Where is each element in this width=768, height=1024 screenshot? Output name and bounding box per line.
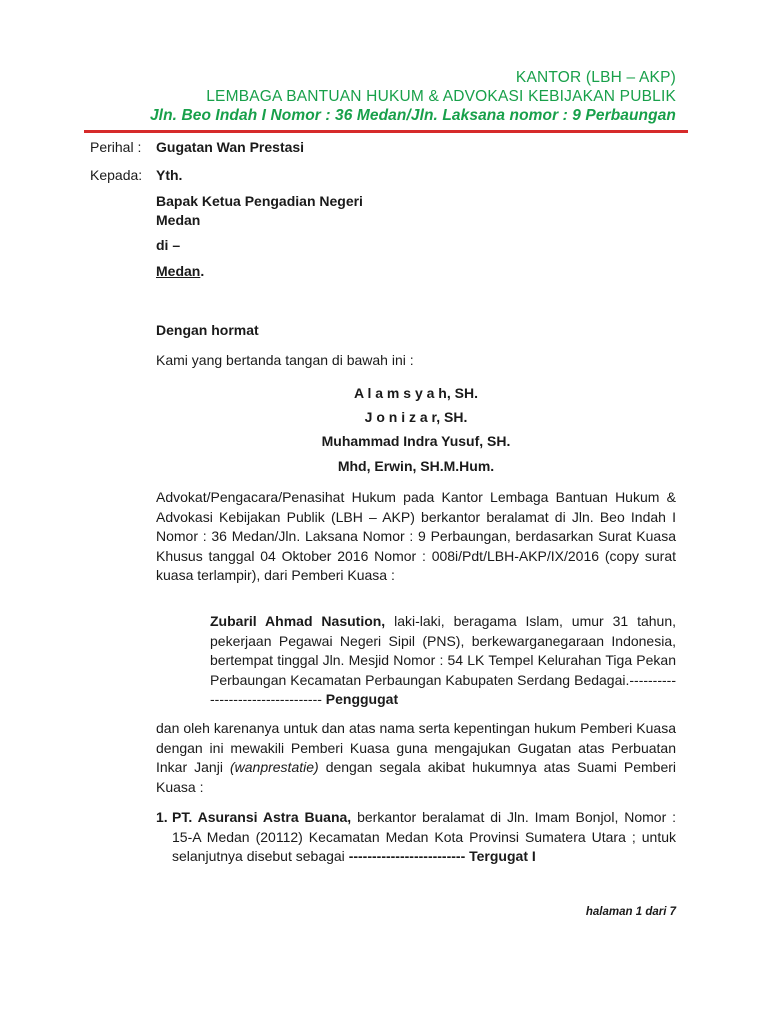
intro-text: Kami yang bertanda tangan di bawah ini : xyxy=(156,352,414,368)
recipient-line-1: Bapak Ketua Pengadian Negeri xyxy=(156,193,363,209)
perihal-label: Perihal : xyxy=(90,139,142,155)
greeting: Dengan hormat xyxy=(156,322,259,338)
advocate-name: Mhd, Erwin, SH.M.Hum. xyxy=(337,458,495,474)
letterhead-address: Jln. Beo Indah I Nomor : 36 Medan/Jln. Laksana nomor : 9 Perbaungan xyxy=(149,107,676,124)
client-name: Zubaril Ahmad Nasution, xyxy=(210,613,386,629)
letterhead xyxy=(150,68,676,125)
defendant-role: ------------------------- Tergugat I xyxy=(348,848,536,864)
defendant-body xyxy=(172,808,676,867)
claim-text-end: dengan segala akibat hukumnya atas Suami Pemberi Kuasa : xyxy=(156,759,676,795)
kepada-label: Kepada: xyxy=(90,167,143,183)
client-role: Penggugat xyxy=(321,691,399,707)
letterhead-office: KANTOR (LBH – AKP) xyxy=(515,69,676,86)
claim-text-italic: (wanprestatie) xyxy=(229,759,319,775)
perihal-value: Gugatan Wan Prestasi xyxy=(156,139,305,155)
client-details: laki-laki, beragama Islam, umur 31 tahun, pekerjaan Pegawai Negeri Sipil (PNS), berkewarganegaraan Indonesia, bertempat tinggal Jln. Mesjid Nomor : 54 LK Tempel Kelurahan Tiga Pekan Perbaungan Kecamatan Perbaungan Kabupaten Serdang Bedagai.---------------------------------- xyxy=(210,613,676,707)
advocate-name: J o n i z a r, SH. xyxy=(364,409,468,425)
recipient-line-2: Medan xyxy=(156,212,201,228)
defendant-details: berkantor beralamat di Jln. Imam Bonjol, Nomor : 15-A Medan (20112) Kecamatan Medan Kota Provinsi Sumatera Utara ; untuk selanjutnya disebut sebagai xyxy=(172,809,676,864)
recipient-city-line xyxy=(156,262,204,281)
letterhead-divider xyxy=(84,130,688,133)
claim-text-start: dan oleh karenanya untuk dan atas nama serta kepentingan hukum Pemberi Kuasa dengan ini mewakili Pemberi Kuasa guna mengajukan Gugatan atas Perbuatan Inkar Janji xyxy=(156,720,676,775)
kepada-row xyxy=(90,167,182,183)
defendant-name: PT. Asuransi Astra Buana, xyxy=(172,809,352,825)
perihal-row xyxy=(90,139,304,155)
letterhead-institution: LEMBAGA BANTUAN HUKUM & ADVOKASI KEBIJAKAN PUBLIK xyxy=(206,88,676,105)
client-paragraph xyxy=(210,612,676,710)
defendant-list-item xyxy=(156,808,676,867)
defendant-number: 1. xyxy=(156,809,168,825)
representation-paragraph: Advokat/Pengacara/Penasihat Hukum pada Kantor Lembaga Bantuan Hukum & Advokasi Kebijakan Publik (LBH – AKP) berkantor beralamat di Jln. Beo Indah I Nomor : 36 Medan/Jln. Laksana Nomor : 9 Perbaungan, berdasarkan Surat Kuasa Khusus tanggal 04 Oktober 2016 Nomor : 008i/Pdt/LBH-AKP/IX/2016 (copy surat kuasa terlampir), dari Pemberi Kuasa : xyxy=(156,489,676,583)
claim-paragraph xyxy=(156,719,676,797)
recipient-di: di – xyxy=(156,237,181,253)
page-number: halaman 1 dari 7 xyxy=(585,906,676,918)
advocate-name: A l a m s y a h, SH. xyxy=(354,385,478,401)
recipient-city: Medan xyxy=(156,263,201,279)
advocate-name: Muhammad Indra Yusuf, SH. xyxy=(321,433,511,449)
recipient-city-suffix: . xyxy=(200,263,205,279)
kepada-yth: Yth. xyxy=(156,167,183,183)
